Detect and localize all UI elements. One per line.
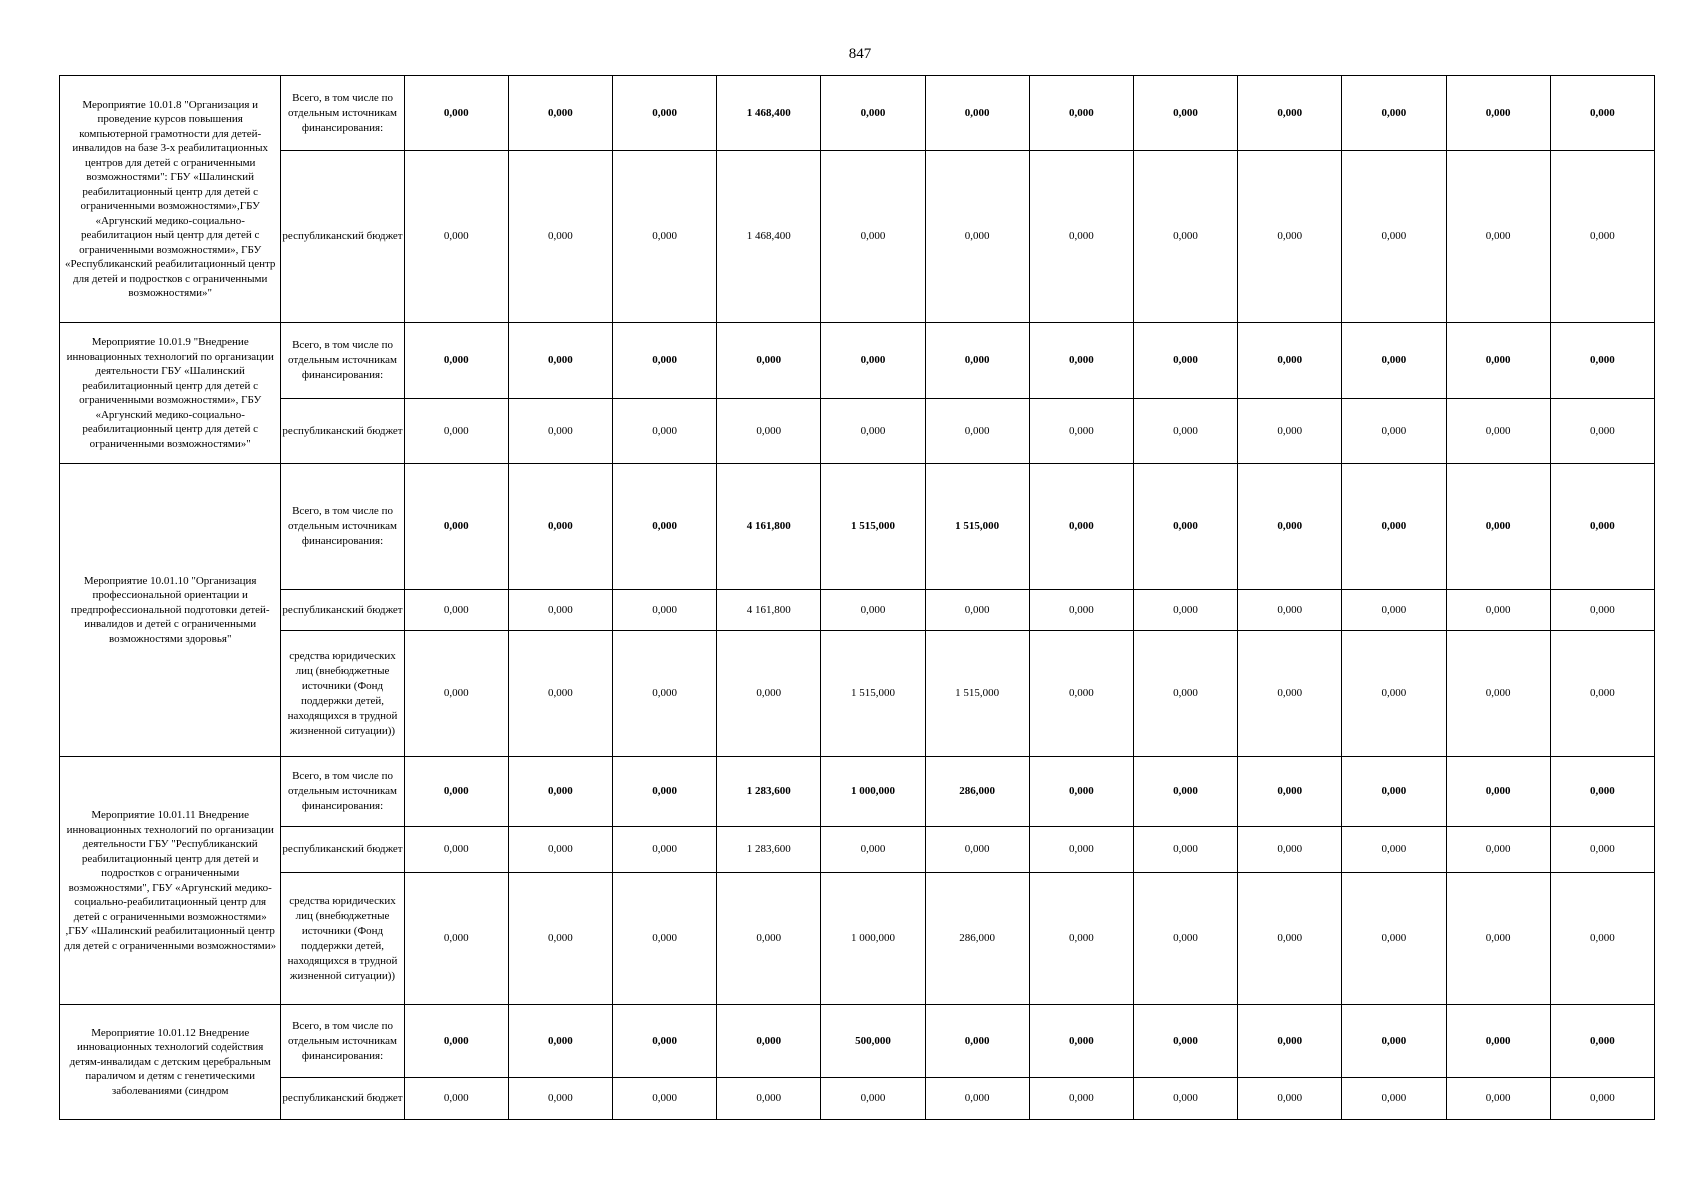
amount-cell: 4 161,800	[717, 464, 821, 590]
funding-source-label: Всего, в том числе по отдельным источникам финансирования:	[281, 1005, 404, 1078]
amount-cell: 0,000	[1029, 827, 1133, 873]
amount-cell: 0,000	[404, 1078, 508, 1120]
amount-cell: 0,000	[1029, 399, 1133, 464]
amount-cell: 0,000	[508, 151, 612, 323]
amount-cell: 0,000	[1446, 151, 1550, 323]
funding-source-label: республиканский бюджет	[281, 399, 404, 464]
amount-cell: 0,000	[925, 1078, 1029, 1120]
amount-cell: 0,000	[1238, 151, 1342, 323]
amount-cell: 4 161,800	[717, 590, 821, 631]
amount-cell: 1 283,600	[717, 827, 821, 873]
amount-cell: 500,000	[821, 1005, 925, 1078]
amount-cell: 0,000	[1133, 323, 1237, 399]
amount-cell: 0,000	[717, 1005, 821, 1078]
amount-cell: 0,000	[821, 151, 925, 323]
table-row-total	[60, 464, 1655, 590]
financing-table	[59, 75, 1655, 1120]
amount-cell: 0,000	[404, 76, 508, 151]
amount-cell: 0,000	[925, 590, 1029, 631]
amount-cell: 0,000	[613, 590, 717, 631]
amount-cell: 0,000	[1029, 757, 1133, 827]
amount-cell: 0,000	[613, 631, 717, 757]
amount-cell: 0,000	[925, 1005, 1029, 1078]
amount-cell: 0,000	[1133, 873, 1237, 1005]
amount-cell: 0,000	[1133, 399, 1237, 464]
amount-cell: 0,000	[1446, 590, 1550, 631]
amount-cell: 0,000	[1446, 399, 1550, 464]
amount-cell: 0,000	[1446, 873, 1550, 1005]
amount-cell: 0,000	[508, 1078, 612, 1120]
amount-cell: 0,000	[613, 151, 717, 323]
amount-cell: 0,000	[613, 464, 717, 590]
table-row	[60, 399, 1655, 464]
amount-cell: 0,000	[1446, 323, 1550, 399]
amount-cell: 0,000	[1238, 590, 1342, 631]
funding-source-label: республиканский бюджет	[281, 827, 404, 873]
amount-cell: 0,000	[508, 323, 612, 399]
amount-cell: 0,000	[1342, 873, 1446, 1005]
amount-cell: 1 515,000	[821, 464, 925, 590]
table-row	[60, 631, 1655, 757]
amount-cell: 0,000	[1133, 76, 1237, 151]
amount-cell: 0,000	[508, 399, 612, 464]
amount-cell: 0,000	[821, 76, 925, 151]
amount-cell: 1 000,000	[821, 873, 925, 1005]
amount-cell: 0,000	[404, 757, 508, 827]
amount-cell: 0,000	[1550, 1078, 1654, 1120]
funding-source-label: Всего, в том числе по отдельным источникам финансирования:	[281, 757, 404, 827]
amount-cell: 1 468,400	[717, 151, 821, 323]
amount-cell: 1 515,000	[925, 464, 1029, 590]
amount-cell: 0,000	[613, 827, 717, 873]
amount-cell: 0,000	[1446, 827, 1550, 873]
amount-cell: 0,000	[1550, 631, 1654, 757]
amount-cell: 0,000	[404, 873, 508, 1005]
amount-cell: 0,000	[1029, 1005, 1133, 1078]
amount-cell: 0,000	[1238, 323, 1342, 399]
amount-cell: 0,000	[925, 151, 1029, 323]
amount-cell: 286,000	[925, 757, 1029, 827]
table-row	[60, 590, 1655, 631]
amount-cell: 0,000	[925, 76, 1029, 151]
table-row	[60, 151, 1655, 323]
amount-cell: 0,000	[1342, 590, 1446, 631]
table-row-total	[60, 323, 1655, 399]
amount-cell: 0,000	[1238, 827, 1342, 873]
amount-cell: 0,000	[404, 631, 508, 757]
amount-cell: 0,000	[1342, 757, 1446, 827]
amount-cell: 0,000	[925, 323, 1029, 399]
amount-cell: 0,000	[1342, 323, 1446, 399]
amount-cell: 0,000	[613, 399, 717, 464]
amount-cell: 0,000	[1029, 873, 1133, 1005]
amount-cell: 0,000	[508, 827, 612, 873]
funding-source-label: республиканский бюджет	[281, 1078, 404, 1120]
amount-cell: 0,000	[1550, 827, 1654, 873]
amount-cell: 0,000	[1029, 631, 1133, 757]
amount-cell: 0,000	[613, 757, 717, 827]
amount-cell: 0,000	[404, 590, 508, 631]
amount-cell: 0,000	[925, 827, 1029, 873]
amount-cell: 0,000	[613, 1078, 717, 1120]
amount-cell: 0,000	[1550, 873, 1654, 1005]
amount-cell: 0,000	[508, 76, 612, 151]
amount-cell: 0,000	[1133, 590, 1237, 631]
amount-cell: 0,000	[821, 590, 925, 631]
amount-cell: 0,000	[508, 590, 612, 631]
funding-source-label: республиканский бюджет	[281, 590, 404, 631]
amount-cell: 0,000	[1342, 464, 1446, 590]
funding-source-label: Всего, в том числе по отдельным источникам финансирования:	[281, 464, 404, 590]
amount-cell: 0,000	[613, 1005, 717, 1078]
amount-cell: 0,000	[1238, 873, 1342, 1005]
amount-cell: 0,000	[404, 827, 508, 873]
amount-cell: 1 283,600	[717, 757, 821, 827]
amount-cell: 0,000	[1238, 1078, 1342, 1120]
amount-cell: 0,000	[1342, 1005, 1446, 1078]
amount-cell: 0,000	[1446, 757, 1550, 827]
amount-cell: 0,000	[1550, 399, 1654, 464]
amount-cell: 0,000	[1238, 399, 1342, 464]
amount-cell: 1 515,000	[925, 631, 1029, 757]
amount-cell: 0,000	[1133, 1005, 1237, 1078]
amount-cell: 0,000	[1550, 76, 1654, 151]
table-row	[60, 1078, 1655, 1120]
amount-cell: 0,000	[1029, 151, 1133, 323]
amount-cell: 0,000	[1342, 631, 1446, 757]
activity-description: Мероприятие 10.01.10 "Организация профессиональной ориентации и предпрофессиональной подготовки детей-инвалидов и детей с ограниченными возможностями здоровья"	[60, 464, 281, 757]
amount-cell: 0,000	[821, 827, 925, 873]
funding-source-label: средства юридических лиц (внебюджетные источники (Фонд поддержки детей, находящихся в трудной жизненной ситуации))	[281, 873, 404, 1005]
amount-cell: 0,000	[1238, 464, 1342, 590]
amount-cell: 0,000	[1029, 323, 1133, 399]
amount-cell: 0,000	[613, 76, 717, 151]
amount-cell: 0,000	[1446, 76, 1550, 151]
amount-cell: 0,000	[1029, 590, 1133, 631]
amount-cell: 1 000,000	[821, 757, 925, 827]
amount-cell: 0,000	[821, 1078, 925, 1120]
amount-cell: 0,000	[1133, 827, 1237, 873]
page-number: 847	[848, 46, 872, 62]
amount-cell: 0,000	[404, 323, 508, 399]
amount-cell: 0,000	[1550, 590, 1654, 631]
amount-cell: 0,000	[1238, 76, 1342, 151]
activity-description: Мероприятие 10.01.8 "Организация и проведение курсов повышения компьютерной грамотности для детей-инвалидов на базе 3-х реабилитационных центров для детей с ограниченными возможностями": ГБУ «Шалинский реабилитационный центр для детей с ограниченными возможностями»,ГБУ «Аргунский медико-социально-реабилитацион ный центр для детей с ограниченными возможностями», ГБУ «Республиканский реабилитационный центр для детей и подростков с ограниченными возможностями»"	[60, 76, 281, 323]
amount-cell: 0,000	[1029, 1078, 1133, 1120]
amount-cell: 0,000	[1550, 151, 1654, 323]
amount-cell: 0,000	[404, 151, 508, 323]
amount-cell: 0,000	[821, 323, 925, 399]
amount-cell: 0,000	[404, 399, 508, 464]
amount-cell: 0,000	[925, 399, 1029, 464]
amount-cell: 0,000	[1133, 1078, 1237, 1120]
funding-source-label: Всего, в том числе по отдельным источникам финансирования:	[281, 323, 404, 399]
activity-description: Мероприятие 10.01.12 Внедрение инновационных технологий содействия детям-инвалидам с детским церебральным параличом и детям с генетическими заболеваниями (синдром	[60, 1005, 281, 1120]
amount-cell: 0,000	[1133, 464, 1237, 590]
amount-cell: 0,000	[1550, 464, 1654, 590]
amount-cell: 0,000	[1238, 1005, 1342, 1078]
amount-cell: 0,000	[508, 757, 612, 827]
amount-cell: 0,000	[1446, 464, 1550, 590]
table-row	[60, 827, 1655, 873]
activity-description: Мероприятие 10.01.9 "Внедрение инновационных технологий по организации деятельности ГБУ «Шалинский реабилитационный центр для детей с ограниченными возможностями», ГБУ «Аргунский медико-социально-реабилитационный центр для детей с ограниченными возможностями»"	[60, 323, 281, 464]
table-row-total	[60, 1005, 1655, 1078]
amount-cell: 0,000	[717, 323, 821, 399]
amount-cell: 1 515,000	[821, 631, 925, 757]
amount-cell: 0,000	[508, 873, 612, 1005]
amount-cell: 0,000	[717, 399, 821, 464]
amount-cell: 1 468,400	[717, 76, 821, 151]
amount-cell: 0,000	[1238, 757, 1342, 827]
amount-cell: 0,000	[508, 631, 612, 757]
table-row	[60, 873, 1655, 1005]
amount-cell: 0,000	[1133, 757, 1237, 827]
amount-cell: 0,000	[821, 399, 925, 464]
amount-cell: 0,000	[1550, 757, 1654, 827]
amount-cell: 0,000	[508, 1005, 612, 1078]
amount-cell: 0,000	[1550, 1005, 1654, 1078]
amount-cell: 0,000	[1446, 1078, 1550, 1120]
amount-cell: 0,000	[404, 1005, 508, 1078]
amount-cell: 0,000	[508, 464, 612, 590]
amount-cell: 0,000	[1342, 827, 1446, 873]
amount-cell: 0,000	[717, 1078, 821, 1120]
activity-description: Мероприятие 10.01.11 Внедрение инновационных технологий по организации деятельности ГБУ "Республиканский реабилитационный центр для детей и подростков с ограниченными возможностями", ГБУ «Аргунский медико-социально-реабилитационный центр для детей с ограниченными возможностями» ,ГБУ «Шалинский реабилитационный центр для детей с ограниченными возможностями»	[60, 757, 281, 1005]
table-row-total	[60, 757, 1655, 827]
table-row-total	[60, 76, 1655, 151]
amount-cell: 286,000	[925, 873, 1029, 1005]
amount-cell: 0,000	[1446, 631, 1550, 757]
amount-cell: 0,000	[404, 464, 508, 590]
amount-cell: 0,000	[1029, 76, 1133, 151]
financing-table-wrapper	[59, 75, 1655, 1130]
amount-cell: 0,000	[1029, 464, 1133, 590]
funding-source-label: средства юридических лиц (внебюджетные источники (Фонд поддержки детей, находящихся в трудной жизненной ситуации))	[281, 631, 404, 757]
amount-cell: 0,000	[1342, 76, 1446, 151]
amount-cell: 0,000	[1133, 631, 1237, 757]
amount-cell: 0,000	[1342, 151, 1446, 323]
amount-cell: 0,000	[717, 631, 821, 757]
amount-cell: 0,000	[613, 323, 717, 399]
amount-cell: 0,000	[1446, 1005, 1550, 1078]
amount-cell: 0,000	[717, 873, 821, 1005]
amount-cell: 0,000	[1342, 1078, 1446, 1120]
amount-cell: 0,000	[1550, 323, 1654, 399]
amount-cell: 0,000	[1342, 399, 1446, 464]
amount-cell: 0,000	[1133, 151, 1237, 323]
funding-source-label: республиканский бюджет	[281, 151, 404, 323]
funding-source-label: Всего, в том числе по отдельным источникам финансирования:	[281, 76, 404, 151]
amount-cell: 0,000	[613, 873, 717, 1005]
amount-cell: 0,000	[1238, 631, 1342, 757]
